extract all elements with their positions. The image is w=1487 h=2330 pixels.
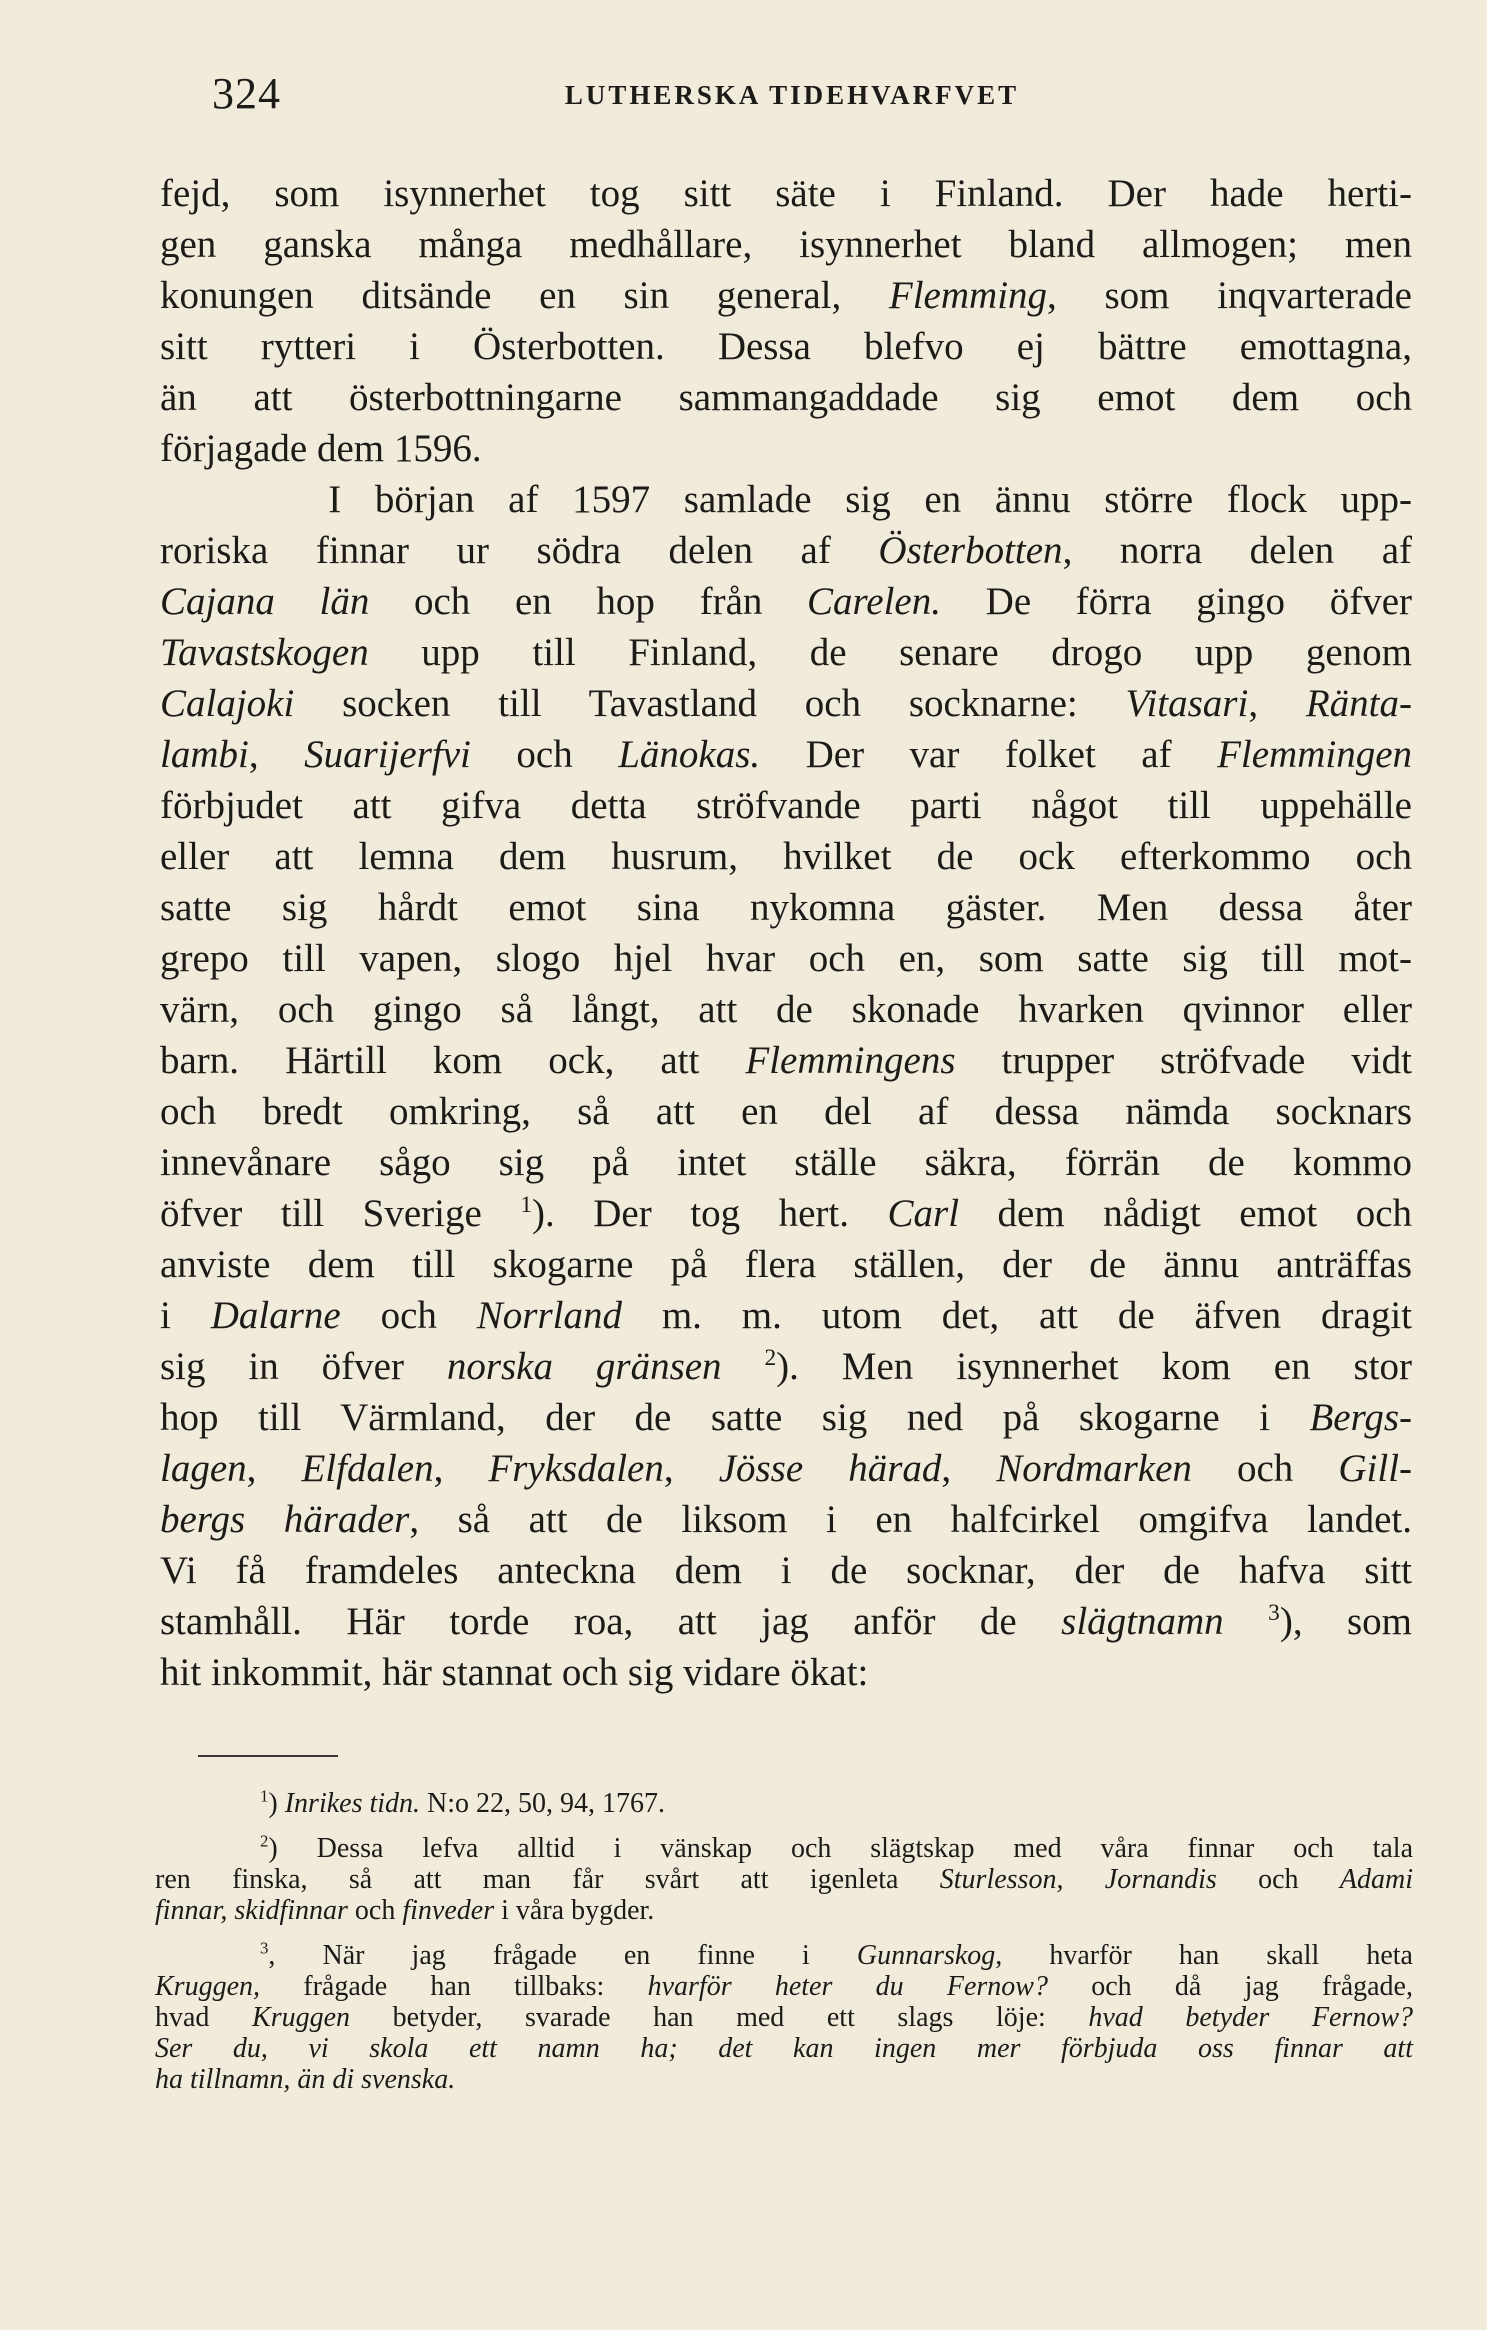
text-line	[160, 1239, 1412, 1290]
text-run: stamhåll. Här torde roa, att jag anför de	[160, 1600, 1062, 1643]
italic-text: Ränta-	[1305, 682, 1413, 725]
text-line	[160, 219, 1412, 270]
text-run: ) Dessa lefva alltid i vänskap och slägtskap med våra finnar och tala	[268, 1833, 1413, 1864]
text-run: sig in öfver	[160, 1345, 447, 1388]
text-run: anviste dem till skogarne på flera ställen, der de ännu anträffas	[160, 1243, 1412, 1286]
text-run: förjagade dem 1596.	[160, 427, 482, 470]
italic-text: Flemmingen	[1217, 733, 1413, 776]
text-line	[160, 423, 1412, 474]
italic-text: Carelen.	[807, 580, 941, 623]
text-line	[160, 1443, 1412, 1494]
text-run: ,	[1248, 682, 1306, 725]
text-run: innevånare sågo sig på intet ställe säkra, förrän de kommo	[160, 1141, 1412, 1184]
italic-text: hvarför heter du Fernow?	[647, 1971, 1048, 2002]
text-run: i	[160, 1294, 211, 1337]
text-line	[160, 1545, 1412, 1596]
text-run: eller att lemna dem husrum, hvilket de ock efterkommo och	[160, 835, 1412, 878]
footnote-marker: 2	[764, 1345, 777, 1371]
text-run: och en hop från	[369, 580, 808, 623]
italic-text: norska gränsen	[446, 1345, 722, 1388]
text-line	[160, 882, 1412, 933]
text-run: fejd, som isynnerhet tog sitt säte i Finland. Der hade herti-	[160, 172, 1412, 215]
text-line	[160, 780, 1412, 831]
text-run: hvad	[155, 2002, 253, 2033]
text-line	[160, 1392, 1412, 1443]
text-run: gen ganska många medhållare, isynnerhet bland allmogen; men	[160, 223, 1412, 266]
italic-text: Carl	[887, 1192, 960, 1235]
text-run: öfver till Sverige	[160, 1192, 521, 1235]
italic-text: Dalarne	[210, 1294, 341, 1337]
text-run: grepo till vapen, slogo hjel hvar och en, som satte sig till mot-	[160, 937, 1412, 980]
text-run: , så att de liksom i en halfcirkel omgifva landet.	[409, 1498, 1412, 1541]
italic-text: hvad betyder Fernow?	[1088, 2002, 1414, 2033]
footnotes	[155, 1788, 1413, 2095]
text-run: Vi få framdeles anteckna dem i de socknar, der de hafva sitt	[160, 1549, 1412, 1592]
italic-text: Vitasari	[1125, 682, 1249, 725]
italic-text: ha tillnamn, än di svenska.	[155, 2064, 456, 2095]
footnote-number: 3	[260, 1938, 269, 1958]
text-run: upp till Finland, de senare drogo upp genom	[368, 631, 1412, 674]
text-run: och	[1216, 1864, 1340, 1895]
italic-text: Kruggen,	[155, 1971, 260, 2002]
text-run: satte sig hårdt emot sina nykomna gäster. Men dessa åter	[160, 886, 1412, 929]
text-run: värn, och gingo så långt, att de skonade hvarken qvinnor eller	[160, 988, 1412, 1031]
text-run: ,	[246, 1447, 302, 1490]
text-run: )	[268, 1788, 285, 1819]
italic-text: Nordmarken	[996, 1447, 1192, 1490]
italic-text: bergs härader	[160, 1498, 410, 1541]
text-run: än att österbottningarne sammangaddade sig emot dem och	[160, 376, 1412, 419]
text-run: hit inkommit, här stannat och sig vidare ökat:	[160, 1651, 869, 1694]
text-run: och då jag frågade,	[1047, 1971, 1413, 2002]
italic-text: Flemming	[888, 274, 1048, 317]
text-run: och bredt omkring, så att en del af dessa nämda socknars	[160, 1090, 1412, 1133]
text-run: ,	[433, 1447, 489, 1490]
italic-text: finnar, skidfinnar	[155, 1895, 348, 1926]
text-line	[160, 168, 1412, 219]
italic-text: Inrikes tidn.	[284, 1788, 421, 1819]
footnote-separator	[198, 1755, 338, 1757]
text-run: Der var folket af	[760, 733, 1218, 776]
text-run: ,	[941, 1447, 997, 1490]
text-run: ,	[663, 1447, 719, 1490]
footnote-marker: 1	[520, 1192, 533, 1218]
italic-text: Norrland	[476, 1294, 622, 1337]
italic-text: Fryksdalen	[488, 1447, 664, 1490]
text-run: och	[1191, 1447, 1339, 1490]
text-line	[160, 1086, 1412, 1137]
italic-text: Elfdalen	[301, 1447, 434, 1490]
italic-text: Bergs-	[1309, 1396, 1412, 1439]
text-line	[160, 372, 1412, 423]
text-run: ren finska, så att man får svårt att igenleta	[155, 1864, 940, 1895]
footnote-line	[155, 1788, 1413, 1819]
italic-text: Suarijerfvi	[304, 733, 471, 776]
footnote-line	[155, 1864, 1413, 1895]
text-run: och	[470, 733, 619, 776]
text-run: dem nådigt emot och	[959, 1192, 1413, 1235]
footnote-line	[155, 1833, 1413, 1864]
footnote-number: 1	[260, 1786, 269, 1806]
text-run: konungen ditsände en sin general,	[160, 274, 889, 317]
text-line	[160, 576, 1412, 627]
text-line	[160, 1137, 1412, 1188]
text-run: ). Men isynnerhet kom en stor	[776, 1345, 1412, 1388]
italic-text: finveder	[402, 1895, 495, 1926]
text-run: och	[347, 1895, 403, 1926]
page-number: 324	[212, 69, 281, 118]
text-line	[160, 1035, 1412, 1086]
text-run: , norra delen af	[1062, 529, 1412, 572]
italic-text: Gill-	[1338, 1447, 1413, 1490]
italic-text: Ser du, vi skola ett namn ha; det kan ingen mer förbjuda oss finnar att	[155, 2033, 1413, 2064]
text-run: hop till Värmland, der de satte sig ned på skogarne i	[160, 1396, 1310, 1439]
text-run: och	[340, 1294, 477, 1337]
text-run: , som inqvarterade	[1047, 274, 1412, 317]
italic-text: Adami	[1339, 1864, 1413, 1895]
text-line	[160, 1290, 1412, 1341]
text-run: I början af 1597 samlade sig en ännu större flock upp-	[160, 478, 1412, 521]
text-run: förbjudet att gifva detta ströfvande parti något till uppehälle	[160, 784, 1412, 827]
italic-text: Sturlesson, Jornandis	[939, 1864, 1217, 1895]
footnote-line	[155, 2064, 1413, 2095]
text-run	[1224, 1600, 1268, 1643]
text-run	[722, 1345, 765, 1388]
page-header	[212, 68, 1372, 128]
italic-text: Österbotten	[878, 529, 1063, 572]
text-line	[160, 525, 1412, 576]
footnote-line	[155, 2033, 1413, 2064]
italic-text: Cajana län	[160, 580, 370, 623]
italic-text: Länokas.	[618, 733, 761, 776]
text-run: ,	[248, 733, 305, 776]
running-title: LUTHERSKA TIDEHVARFVET	[564, 80, 1020, 110]
main-text	[160, 168, 1412, 1698]
text-line	[160, 729, 1412, 780]
text-line	[160, 321, 1412, 372]
text-run: sitt rytteri i Österbotten. Dessa blefvo ej bättre emottagna,	[160, 325, 1412, 368]
text-line	[160, 1647, 1412, 1698]
italic-text: Flemmingens	[745, 1039, 956, 1082]
text-line	[160, 270, 1412, 321]
text-run: betyder, svarade han med ett slags löje:	[350, 2002, 1089, 2033]
text-run: , När jag frågade en finne i	[268, 1940, 857, 1971]
text-line	[160, 1188, 1412, 1239]
italic-text: Calajoki	[160, 682, 295, 725]
italic-text: lagen	[160, 1447, 247, 1490]
text-line	[160, 1494, 1412, 1545]
footnote-line	[155, 1971, 1413, 2002]
text-line	[160, 627, 1412, 678]
text-run: trupper ströfvade vidt	[955, 1039, 1412, 1082]
text-line	[160, 474, 1412, 525]
text-run: ), som	[1279, 1600, 1413, 1643]
text-run: ). Der tog hert.	[532, 1192, 888, 1235]
text-run: frågade han tillbaks:	[260, 1971, 648, 2002]
text-line	[160, 831, 1412, 882]
text-line	[160, 984, 1412, 1035]
footnote-line	[155, 2002, 1413, 2033]
text-line	[160, 933, 1412, 984]
italic-text: Gunnarskog,	[856, 1940, 1003, 1971]
text-run: N:o 22, 50, 94, 1767.	[420, 1788, 666, 1819]
text-run: i våra bygder.	[494, 1895, 655, 1926]
italic-text: slägtnamn	[1061, 1600, 1224, 1643]
italic-text: lambi	[160, 733, 249, 776]
text-run: roriska finnar ur södra delen af	[160, 529, 879, 572]
text-run: socken till Tavastland och socknarne:	[294, 682, 1126, 725]
text-line	[160, 678, 1412, 729]
footnote-line	[155, 1940, 1413, 1971]
footnote-marker: 3	[1268, 1600, 1280, 1626]
text-line	[160, 1596, 1412, 1647]
footnote-line	[155, 1895, 1413, 1926]
text-run: De förra gingo öfver	[941, 580, 1412, 623]
text-run: hvarför han skall heta	[1002, 1940, 1413, 1971]
italic-text: Tavastskogen	[160, 631, 369, 674]
text-run: barn. Härtill kom ock, att	[160, 1039, 746, 1082]
italic-text: Jösse härad	[718, 1447, 942, 1490]
text-line	[160, 1341, 1412, 1392]
footnote-number: 2	[260, 1831, 269, 1851]
italic-text: Kruggen	[252, 2002, 351, 2033]
text-run: m. m. utom det, att de äfven dragit	[621, 1294, 1412, 1337]
